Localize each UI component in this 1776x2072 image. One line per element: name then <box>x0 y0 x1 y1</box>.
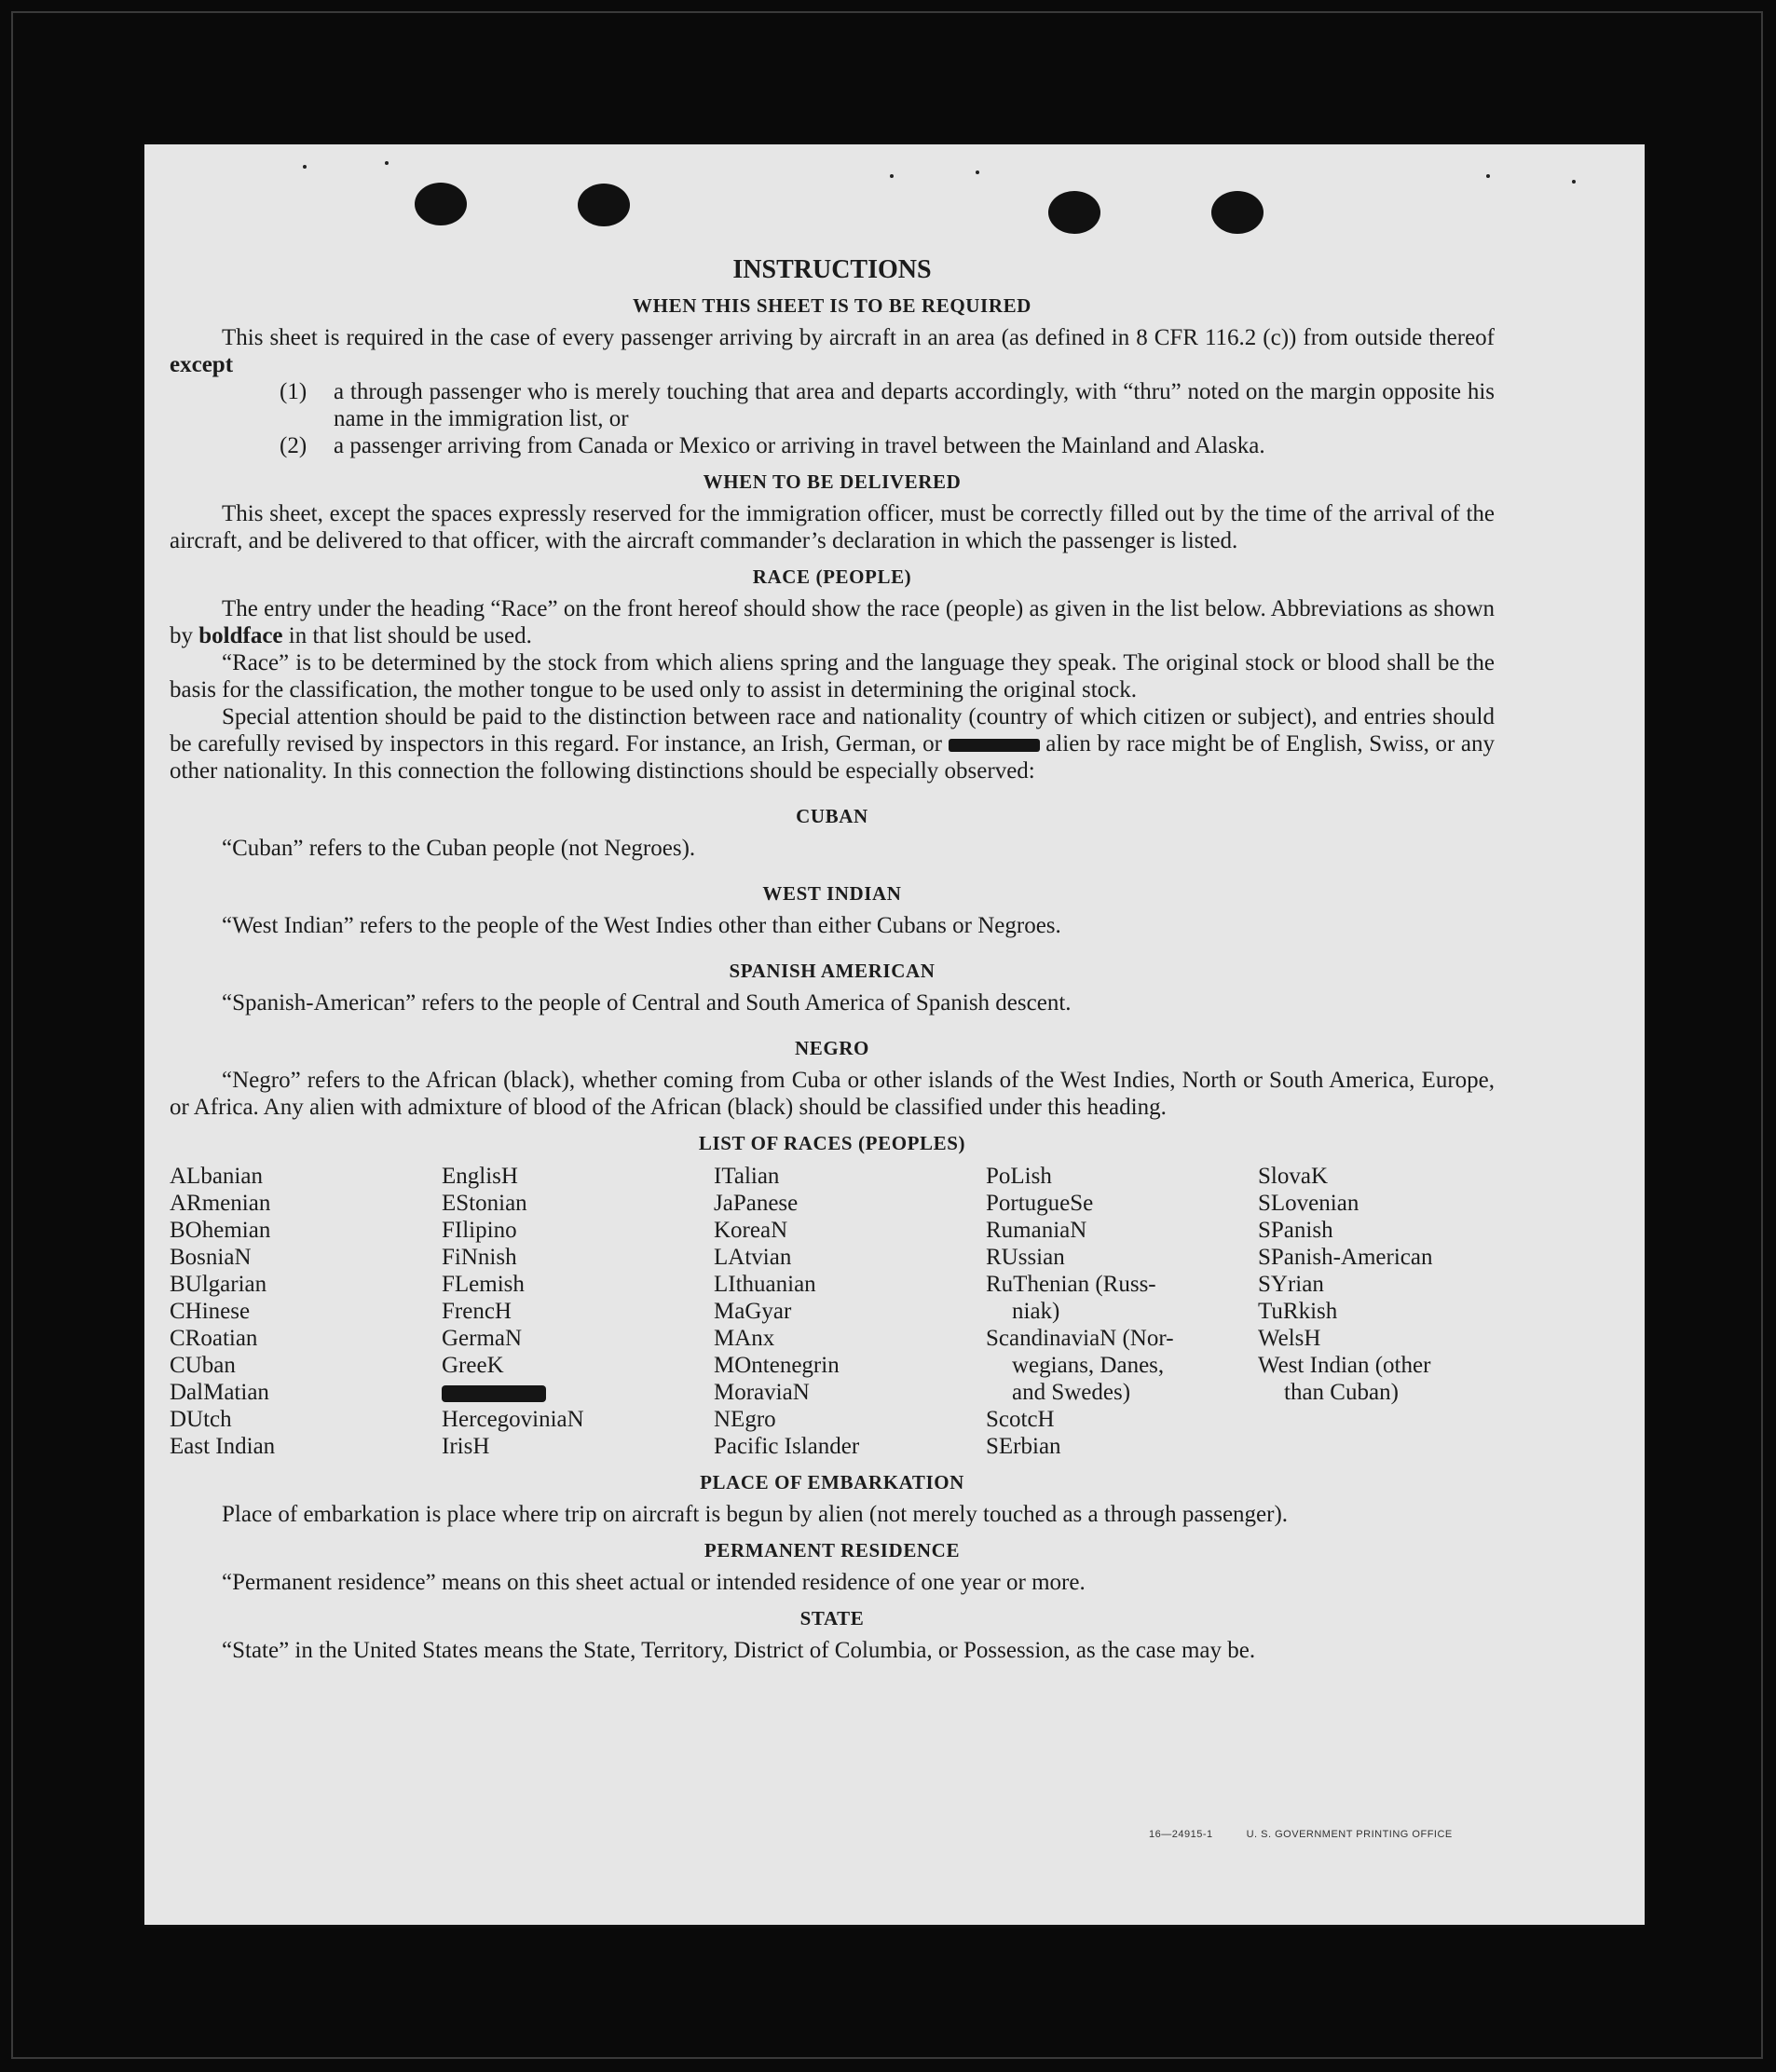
race-column-1 <box>170 1163 442 1460</box>
race-item: SYrian <box>1258 1272 1324 1297</box>
race-item: EnglisH <box>442 1164 518 1189</box>
exception-item <box>280 378 1495 432</box>
race-item: MaGyar <box>714 1299 792 1324</box>
race-item: RumaniaN <box>986 1218 1087 1243</box>
race-item-continued: and Swedes) <box>1012 1380 1131 1405</box>
race-item: ITalian <box>714 1164 780 1189</box>
race-item: LAtvian <box>714 1245 792 1270</box>
race-item: SLovenian <box>1258 1191 1359 1216</box>
speck <box>303 165 307 169</box>
paragraph-state: “State” in the United States means the State, Territory, District of Columbia, or Possession, as the case may be. <box>222 1638 1256 1663</box>
race-item: KoreaN <box>714 1218 788 1243</box>
heading-embarkation: PLACE OF EMBARKATION <box>700 1471 964 1493</box>
race-item: ScandinaviaN (Nor- <box>986 1326 1174 1351</box>
race-item: CHinese <box>170 1299 251 1324</box>
race-item: FrencH <box>442 1299 512 1324</box>
paragraph-cuban: “Cuban” refers to the Cuban people (not Negroes). <box>222 836 696 861</box>
paragraph-when-delivered: This sheet, except the spaces expressly reserved for the immigration officer, must be correctly filled out by the time of the arrival of the aircraft, and be delivered to that officer, with the aircraft commander’s declaration in which the passenger is listed. <box>170 501 1495 553</box>
race-item: BosniaN <box>170 1245 252 1270</box>
race-item: MAnx <box>714 1326 775 1351</box>
redaction-mark <box>949 739 1040 752</box>
race-item: DalMatian <box>170 1380 269 1405</box>
race-item: PoLish <box>986 1164 1052 1189</box>
paragraph-when-required <box>170 324 1495 378</box>
race-p3-text: Special attention should be paid to the distinction between race and nationality (country of which citizen or subject), and entries should be carefully revised by inspectors in this regard. For instance, an Irish, German, or <box>170 704 1495 757</box>
race-item: RUssian <box>986 1245 1065 1270</box>
race-item-continued: niak) <box>1012 1299 1060 1324</box>
race-item: BOhemian <box>170 1218 271 1243</box>
race-item: HercegoviniaN <box>442 1407 584 1432</box>
printer-imprint <box>1149 1829 1486 1840</box>
race-column-4 <box>986 1163 1258 1460</box>
printing-office: U. S. GOVERNMENT PRINTING OFFICE <box>1246 1829 1453 1840</box>
race-item: GreeK <box>442 1353 504 1378</box>
race-item: WelsH <box>1258 1326 1321 1351</box>
race-item: GermaN <box>442 1326 523 1351</box>
heading-west-indian: WEST INDIAN <box>762 882 902 905</box>
paragraph-race-3 <box>170 703 1495 784</box>
speck <box>976 170 979 174</box>
race-item-continued: than Cuban) <box>1284 1380 1399 1405</box>
race-p1-end: in that list should be used. <box>288 623 532 648</box>
heading-cuban: CUBAN <box>796 805 868 827</box>
race-column-3 <box>714 1163 986 1460</box>
paragraph-race-2: “Race” is to be determined by the stock from which aliens spring and the language they speak. The original stock or blood shall be the basis for the classification, the mother tongue to be used only to assist in determining the original stock. <box>170 650 1495 702</box>
race-column-2 <box>442 1163 714 1460</box>
heading-state: STATE <box>799 1607 865 1629</box>
race-item: East Indian <box>170 1434 276 1459</box>
punch-hole <box>578 184 630 226</box>
paragraph-race-1 <box>170 595 1495 649</box>
speck <box>1572 180 1576 184</box>
instructions-content <box>170 256 1495 1664</box>
race-item: BUlgarian <box>170 1272 267 1297</box>
heading-negro: NEGRO <box>794 1037 869 1059</box>
race-item: DUtch <box>170 1407 232 1432</box>
paragraph-west-indian: “West Indian” refers to the people of the West Indies other than either Cubans or Negroes. <box>222 913 1061 938</box>
paragraph-residence: “Permanent residence” means on this sheet actual or intended residence of one year or more. <box>222 1570 1086 1595</box>
race-item: ALbanian <box>170 1164 263 1189</box>
race-item: ScotcH <box>986 1407 1055 1432</box>
race-item: PortugueSe <box>986 1191 1094 1216</box>
race-item: IrisH <box>442 1434 490 1459</box>
speck <box>1486 174 1490 178</box>
boldface-word: boldface <box>198 623 283 648</box>
heading-when-required: WHEN THIS SHEET IS TO BE REQUIRED <box>633 294 1031 317</box>
race-item: LIthuanian <box>714 1272 816 1297</box>
race-item: SlovaK <box>1258 1164 1328 1189</box>
when-required-text: This sheet is required in the case of every passenger arriving by aircraft in an area (as defined in 8 CFR 116.2 (c)) from outside thereof <box>222 325 1495 350</box>
heading-spanish-american: SPANISH AMERICAN <box>729 960 936 982</box>
exception-text: a passenger arriving from Canada or Mexico or arriving in travel between the Mainland and Alaska. <box>334 433 1265 458</box>
heading-when-delivered: WHEN TO BE DELIVERED <box>703 470 962 493</box>
race-item: MoraviaN <box>714 1380 810 1405</box>
exception-number: (1) <box>280 379 307 404</box>
race-item: SErbian <box>986 1434 1061 1459</box>
paragraph-spanish-american: “Spanish-American” refers to the people of Central and South America of Spanish descent. <box>222 990 1072 1016</box>
race-item: FIlipino <box>442 1218 517 1243</box>
exception-number: (2) <box>280 433 307 458</box>
race-item: CRoatian <box>170 1326 258 1351</box>
speck <box>890 174 894 178</box>
race-item: RuThenian (Russ- <box>986 1272 1156 1297</box>
except-bold: except <box>170 352 234 377</box>
race-item: SPanish-American <box>1258 1245 1433 1270</box>
form-code: 16—24915-1 <box>1149 1829 1213 1840</box>
punch-hole <box>1211 191 1264 234</box>
race-item: FLemish <box>442 1272 525 1297</box>
race-item: MOntenegrin <box>714 1353 840 1378</box>
exception-list <box>280 378 1495 459</box>
race-p1-text: The entry under the heading “Race” on the front hereof should show the race (people) as given in the list below. Abbreviations as shown by <box>170 596 1495 648</box>
race-item: NEgro <box>714 1407 776 1432</box>
redaction-mark <box>442 1385 546 1402</box>
race-item: Pacific Islander <box>714 1434 860 1459</box>
exception-item <box>280 432 1495 459</box>
race-list <box>170 1163 1495 1460</box>
race-item: ARmenian <box>170 1191 271 1216</box>
instruction-sheet <box>144 144 1645 1925</box>
race-p3-end: alien by race might be of English, Swiss, or any other nationality. In this connection the following distinctions should be especially observed: <box>170 731 1496 784</box>
heading-residence: PERMANENT RESIDENCE <box>704 1539 961 1561</box>
race-item: JaPanese <box>714 1191 799 1216</box>
exception-text: a through passenger who is merely touching that area and departs accordingly, with “thru” noted on the margin opposite his name in the immigration list, or <box>334 379 1495 431</box>
speck <box>385 161 389 165</box>
page-title: INSTRUCTIONS <box>732 255 932 284</box>
race-item: EStonian <box>442 1191 527 1216</box>
race-item-continued: wegians, Danes, <box>1012 1353 1165 1378</box>
race-item: West Indian (other <box>1258 1353 1431 1378</box>
punch-hole <box>1048 191 1100 234</box>
heading-list-of-races: LIST OF RACES (PEOPLES) <box>698 1132 966 1154</box>
race-item-redacted <box>442 1379 714 1406</box>
race-item: FiNnish <box>442 1245 517 1270</box>
paragraph-negro: “Negro” refers to the African (black), whether coming from Cuba or other islands of the West Indies, North or South America, Europe, or Africa. Any alien with admixture of blood of the African (black) should be classified under this heading. <box>170 1068 1495 1120</box>
heading-race: RACE (PEOPLE) <box>752 566 912 588</box>
race-item: CUban <box>170 1353 236 1378</box>
race-column-5 <box>1258 1163 1510 1460</box>
paragraph-embarkation: Place of embarkation is place where trip on aircraft is begun by alien (not merely touched as a through passenger). <box>222 1502 1289 1527</box>
race-item: SPanish <box>1258 1218 1333 1243</box>
race-item: TuRkish <box>1258 1299 1338 1324</box>
punch-hole <box>415 183 467 225</box>
